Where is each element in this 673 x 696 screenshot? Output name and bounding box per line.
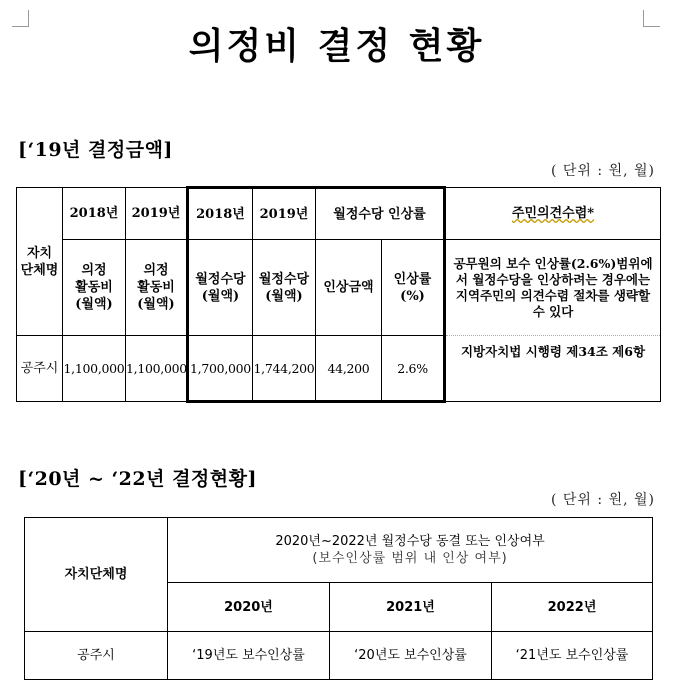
heading-main: 2020년~2022년 월정수당 동결 또는 인상여부 bbox=[275, 534, 545, 549]
sub-increase-amount: 인상금액 bbox=[316, 240, 382, 336]
opinion-law: 지방자치법 시행령 제34조 제6항 bbox=[445, 336, 661, 402]
row2-region: 공주시 bbox=[25, 632, 168, 680]
section1-title: [‘19년 결정금액] bbox=[18, 139, 173, 161]
decision-table-2020-2022 bbox=[24, 517, 653, 680]
header-2018-monthly: 2018년 bbox=[188, 188, 253, 240]
header-region-2: 자치단체명 bbox=[25, 518, 168, 632]
row2-value-2022: ‘21년도 보수인상률 bbox=[492, 632, 653, 680]
header-freeze-or-increase bbox=[168, 518, 653, 583]
decision-table-2019 bbox=[16, 186, 661, 403]
row-increase-rate: 2.6% bbox=[382, 336, 445, 402]
page-title: 의정비 결정 현황 bbox=[188, 26, 485, 67]
row2-value-2021: ‘20년도 보수인상률 bbox=[330, 632, 492, 680]
header-2019-monthly: 2019년 bbox=[253, 188, 316, 240]
row2-value-2020: ‘19년도 보수인상률 bbox=[168, 632, 330, 680]
sub-monthly-2018: 월정수당 (월액) bbox=[188, 240, 253, 336]
section2-title: [‘20년 ~ ‘22년 결정현황] bbox=[18, 468, 257, 490]
sub-activity-2019: 의정 활동비 (월액) bbox=[126, 240, 188, 336]
sub-increase-rate: 인상률 (%) bbox=[382, 240, 445, 336]
row-activity-2019: 1,100,000 bbox=[126, 336, 188, 402]
header-year-2020: 2020년 bbox=[168, 583, 330, 632]
row-increase-amount: 44,200 bbox=[316, 336, 382, 402]
header-opinion-label: 주민의견수렴* bbox=[511, 206, 595, 221]
header-2019: 2019년 bbox=[126, 188, 188, 240]
header-region: 자치 단체명 bbox=[17, 188, 63, 336]
section2-unit: ( 단위 : 원, 월) bbox=[551, 492, 655, 508]
section1-unit: ( 단위 : 원, 월) bbox=[551, 163, 655, 179]
row-region: 공주시 bbox=[17, 336, 63, 402]
opinion-note: 공무원의 보수 인상률(2.6%)범위에서 월정수당을 인상하려는 경우에는 지역주민의 의견수렴 절차를 생략할 수 있다 bbox=[445, 240, 661, 336]
heading-sub: (보수인상률 범위 내 인상 여부) bbox=[312, 551, 508, 566]
sub-activity-2018: 의정 활동비 (월액) bbox=[63, 240, 126, 336]
header-increase-rate-group: 월정수당 인상률 bbox=[316, 188, 445, 240]
sub-monthly-2019: 월정수당 (월액) bbox=[253, 240, 316, 336]
row-monthly-2019: 1,744,200 bbox=[253, 336, 316, 402]
header-opinion bbox=[445, 188, 661, 240]
row-activity-2018: 1,100,000 bbox=[63, 336, 126, 402]
header-2018: 2018년 bbox=[63, 188, 126, 240]
row-monthly-2018: 1,700,000 bbox=[188, 336, 253, 402]
header-year-2021: 2021년 bbox=[330, 583, 492, 632]
header-year-2022: 2022년 bbox=[492, 583, 653, 632]
